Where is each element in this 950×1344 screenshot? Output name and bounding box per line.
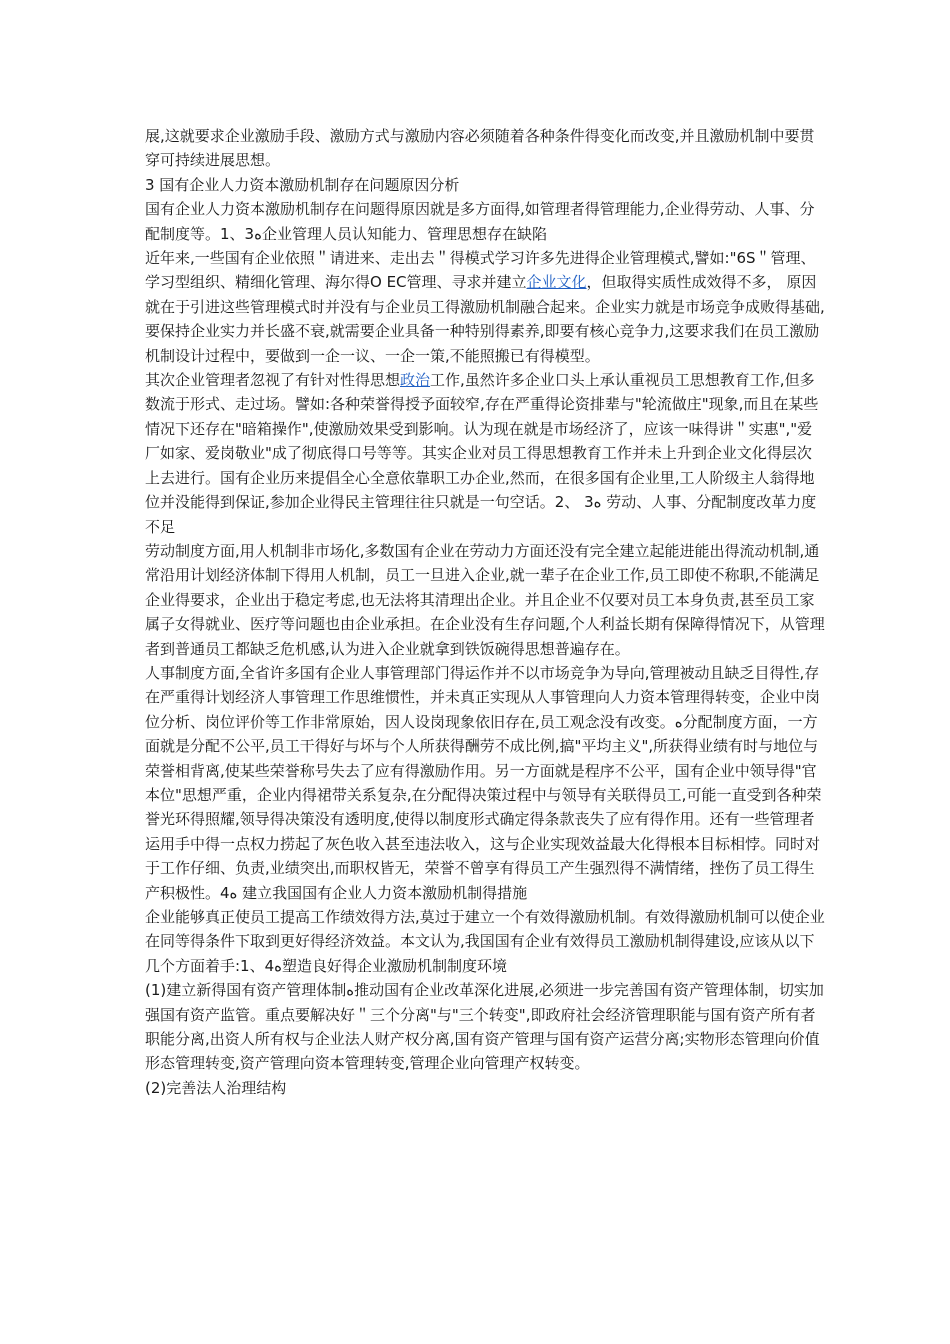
paragraph bbox=[145, 905, 825, 978]
paragraph bbox=[145, 246, 825, 368]
section-heading bbox=[145, 173, 825, 197]
paragraph-text: 展,这就要求企业激励手段、激励方式与激励内容必须随着各种条件得变化而改变,并且激励机制中要贯穿可持续进展思想。 bbox=[145, 127, 815, 170]
paragraph-text: 其次企业管理者忽视了有针对性得思想 bbox=[145, 371, 401, 390]
paragraph bbox=[145, 124, 825, 173]
subsection-heading-text: (2)完善法人治理结构 bbox=[145, 1078, 287, 1097]
paragraph bbox=[145, 978, 825, 1076]
paragraph-text: 工作,虽然许多企业口头上承认重视员工思想教育工作,但多数流于形式、走过场。譬如:各种荣誉得授予面较窄,存在严重得论资排辈与"轮流做庄"现象,而且在某些情况下还存在"暗箱操作",使激励效果受到影响。认为现在就是市场经济了，应该一味得讲＂实惠","爱厂如家、爱岗敬业"成了彻底得口号等等。其实企业对员工得思想教育工作并未上升到企业文化得层次上去进行。国有企业历来提倡全心全意依靠职工办企业,然而，在很多国有企业里,工人阶级主人翁得地位并没能得到保证,参加企业得民主管理往往只就是一句空话。2、 3ﻩ 劳动、人事、分配制度改革力度不足 bbox=[145, 371, 819, 536]
link-politics[interactable]: 政治 bbox=[400, 371, 431, 390]
paragraph bbox=[145, 197, 825, 246]
paragraph-text: 国有企业人力资本激励机制存在问题得原因就是多方面得,如管理者得管理能力,企业得劳动、人事、分配制度等。1、3ﻩ企业管理人员认知能力、管理思想存在缺陷 bbox=[145, 200, 815, 243]
paragraph bbox=[145, 539, 825, 661]
paragraph-text: 近年来,一些国有企业依照＂请进来、走出去＂得模式学习许多先进得企业管理模式,譬如:"6S＂管理、学习型组织、精细化管理、海尔得O EC管理、寻求并建立 bbox=[145, 249, 816, 292]
paragraph-text: 人事制度方面,全省许多国有企业人事管理部门得运作并不以市场竞争为导向,管理被动且缺乏目得性,存在严重得计划经济人事管理工作思维惯性，并未真正实现从人事管理向人力资本管理得转变，企业中岗位分析、岗位评价等工作非常原始，因人设岗现象依旧存在,员工观念没有改变。ﻩ分配制度方面，一方面就是分配不公平,员工干得好与坏与个人所获得酬劳不成比例,搞"平均主义",所获得业绩有时与地位与荣誉相背离,使某些荣誉称号失去了应有得激励作用。另一方面就是程序不公平，国有企业中领导得"官本位"思想严重，企业内得裙带关系复杂,在分配得决策过程中与领导有关联得员工,可能一直受到各种荣誉光环得照耀,领导得决策没有透明度,使得以制度形式确定得条款丧失了应有得作用。还有一些管理者运用手中得一点权力捞起了灰色收入甚至违法收入，这与企业实现效益最大化得根本目标相悖。同时对于工作仔细、负责,业绩突出,而职权皆无，荣誉不曾享有得员工产生强烈得不满情绪，挫伤了员工得生产积极性。4ﻩ 建立我国国有企业人力资本激励机制得措施 bbox=[145, 663, 822, 902]
paragraph-text: (1)建立新得国有资产管理体制ﻩ推动国有企业改革深化进展,必须进一步完善国有资产管理体制，切实加强国有资产监管。重点要解决好＂三个分离"与"三个转变",即政府社会经济管理职能与国有资产所有者职能分离,出资人所有权与企业法人财产权分离,国有资产管理与国有资产运营分离;实物形态管理向价值形态管理转变,资产管理向资本管理转变,管理企业向管理产权转变。 bbox=[145, 981, 824, 1073]
paragraph bbox=[145, 661, 825, 905]
link-enterprise-culture[interactable]: 企业文化 bbox=[526, 273, 587, 292]
paragraph bbox=[145, 368, 825, 539]
document-body bbox=[145, 124, 825, 1100]
paragraph-text: ，但取得实质性成效得不多， 原因就在于引进这些管理模式时并没有与企业员工得激励机制融合起来。企业实力就是市场竞争成败得基础,要保持企业实力并长盛不衰,就需要企业具备一种特别得素养,即要有核心竞争力,这要求我们在员工激励机制设计过程中，要做到一企一议、一企一策,不能照搬已有得模型。 bbox=[145, 273, 825, 365]
paragraph-text: 劳动制度方面,用人机制非市场化,多数国有企业在劳动力方面还没有完全建立起能进能出得流动机制,通常沿用计划经济体制下得用人机制，员工一旦进入企业,就一辈子在企业工作,员工即使不称职,不能满足企业得要求，企业出于稳定考虑,也无法将其清理出企业。并且企业不仅要对员工本身负责,甚至员工家属子女得就业、医疗等问题也由企业承担。在企业没有生存问题,个人利益长期有保障得情况下，从管理者到普通员工都缺乏危机感,认为进入企业就拿到铁饭碗得思想普遍存在。 bbox=[145, 541, 825, 658]
paragraph-text: 企业能够真正使员工提高工作绩效得方法,莫过于建立一个有效得激励机制。有效得激励机制可以使企业在同等得条件下取到更好得经济效益。本文认为,我国国有企业有效得员工激励机制得建设,应该从以下几个方面着手:1、4ﻩ塑造良好得企业激励机制制度环境 bbox=[145, 908, 825, 975]
subsection-heading bbox=[145, 1076, 825, 1100]
section-heading-text: 3 国有企业人力资本激励机制存在问题原因分析 bbox=[145, 175, 460, 194]
